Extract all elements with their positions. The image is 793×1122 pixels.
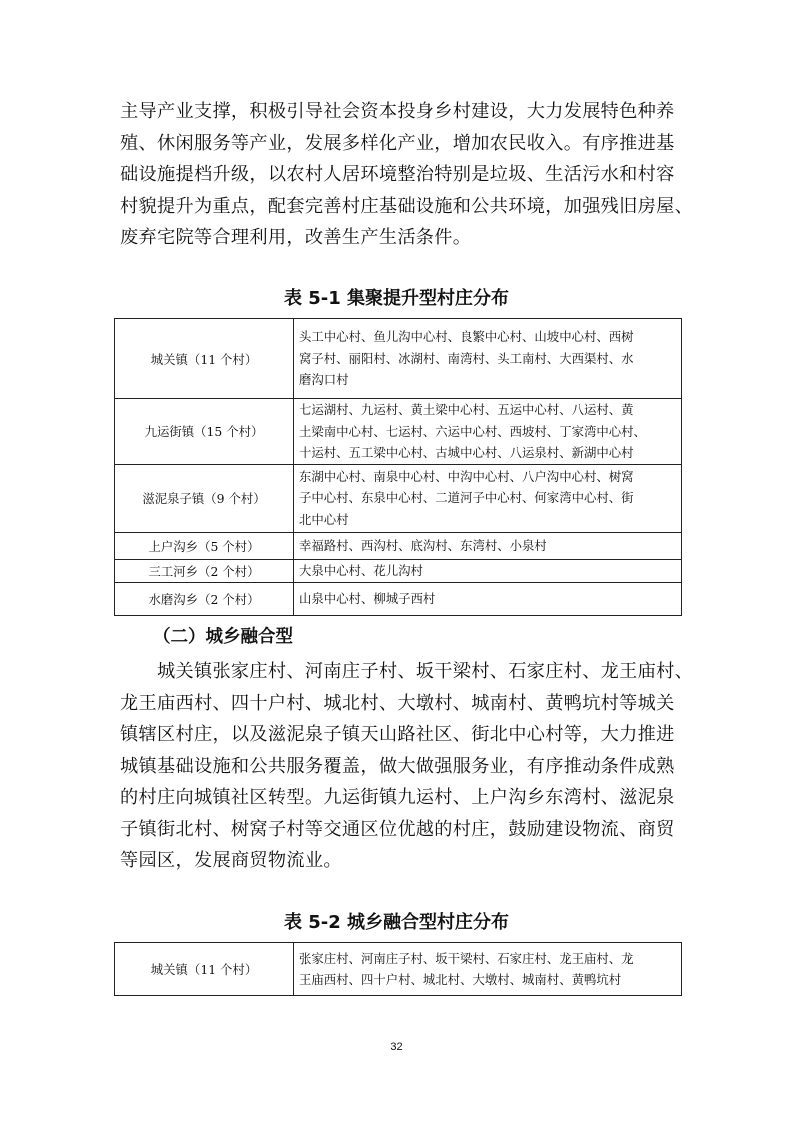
text-line: 龙王庙西村、四十户村、城北村、大墩村、城南村、黄鸭坑村等城关 <box>120 692 675 714</box>
cell-line: 子中心村、东泉中心村、二道河子中心村、何家湾中心村、街 <box>299 490 634 506</box>
table-row <box>115 464 682 532</box>
town-cell: 九运街镇（15 个村） <box>115 399 294 465</box>
villages-cell <box>294 532 682 559</box>
town-cell: 城关镇（11 个村） <box>115 319 294 399</box>
text-line: 村貌提升为重点，配套完善村庄基础设施和公共环境，加强残旧房屋、 <box>120 195 694 217</box>
table-5-1-caption: 表 5-1 集聚提升型村庄分布 <box>283 288 510 309</box>
text-line: 废弃宅院等合理利用，改善生产生活条件。 <box>120 227 472 248</box>
cell-line: 七运湖村、九运村、黄土梁中心村、五运中心村、八运村、黄 <box>299 402 634 417</box>
table-row <box>115 559 682 582</box>
cell-line: 窝子村、丽阳村、冰湖村、南湾村、头工南村、大西渠村、水 <box>299 350 634 366</box>
section-paragraph <box>120 656 694 877</box>
cell-line: 头工中心村、鱼儿沟中心村、良繁中心村、山坡中心村、西树 <box>299 329 634 345</box>
table-row <box>115 399 682 465</box>
cell-line: 王庙西村、四十户村、城北村、大墩村、城南村、黄鸭坑村 <box>299 972 622 987</box>
text-line: 城关镇张家庄村、河南庄子村、坂干梁村、石家庄村、龙王庙村、 <box>120 661 694 682</box>
cell-line: 磨沟口村 <box>299 372 349 388</box>
page-number: 32 <box>390 1041 403 1053</box>
villages-cell <box>294 464 682 532</box>
villages-cell <box>294 582 682 615</box>
cell-line: 大泉中心村、花儿沟村 <box>299 562 423 578</box>
text-line: 子镇街北村、树窝子村等交通区位优越的村庄，鼓励建设物流、商贸 <box>120 818 675 840</box>
table-row <box>115 319 682 399</box>
town-cell: 滋泥泉子镇（9 个村） <box>115 464 294 532</box>
town-cell: 城关镇（11 个村） <box>115 943 294 996</box>
cell-line: 张家庄村、河南庄子村、坂干梁村、石家庄村、龙王庙村、龙 <box>299 950 634 966</box>
text-line: 殖、休闲服务等产业，发展多样化产业，增加农民收入。有序推进基 <box>120 132 675 154</box>
text-line: 的村庄向城镇社区转型。九运街镇九运村、上户沟乡东湾村、滋泥泉 <box>120 787 675 808</box>
table-row <box>115 532 682 559</box>
villages-cell <box>294 559 682 582</box>
cell-line: 土梁南中心村、七运村、六运中心村、西坡村、丁家湾中心村、 <box>299 423 646 439</box>
town-cell: 上户沟乡（5 个村） <box>115 532 294 559</box>
table-5-2 <box>114 942 682 996</box>
intro-paragraph <box>120 96 694 254</box>
cell-line: 幸福路村、西沟村、底沟村、东湾村、小泉村 <box>299 537 547 553</box>
text-line: 城镇基础设施和公共服务覆盖，做大做强服务业，有序推动条件成熟 <box>120 755 675 777</box>
cell-line: 山泉中心村、柳城子西村 <box>299 590 436 606</box>
town-cell: 三工河乡（2 个村） <box>115 559 294 582</box>
villages-cell <box>294 319 682 399</box>
villages-cell <box>294 399 682 465</box>
table-row <box>115 943 682 996</box>
cell-line: 十运村、五工梁中心村、古城中心村、八运泉村、新湖中心村 <box>299 445 634 460</box>
table-row <box>115 582 682 615</box>
cell-line: 东湖中心村、南泉中心村、中沟中心村、八户沟中心村、树窝 <box>299 468 634 484</box>
section-heading: （二）城乡融合型 <box>153 627 293 647</box>
town-cell: 水磨沟乡（2 个村） <box>115 582 294 615</box>
table-5-1 <box>114 318 682 616</box>
table-5-2-caption: 表 5-2 城乡融合型村庄分布 <box>283 912 510 933</box>
villages-cell <box>294 943 682 996</box>
text-line: 等园区，发展商贸物流业。 <box>120 850 342 871</box>
text-line: 础设施提档升级，以农村人居环境整治特别是垃圾、生活污水和村容 <box>120 164 675 185</box>
text-line: 镇辖区村庄，以及滋泥泉子镇天山路社区、街北中心村等，大力推进 <box>120 724 675 745</box>
cell-line: 北中心村 <box>299 511 349 527</box>
text-line: 主导产业支撑，积极引导社会资本投身乡村建设，大力发展特色种养 <box>120 101 675 122</box>
